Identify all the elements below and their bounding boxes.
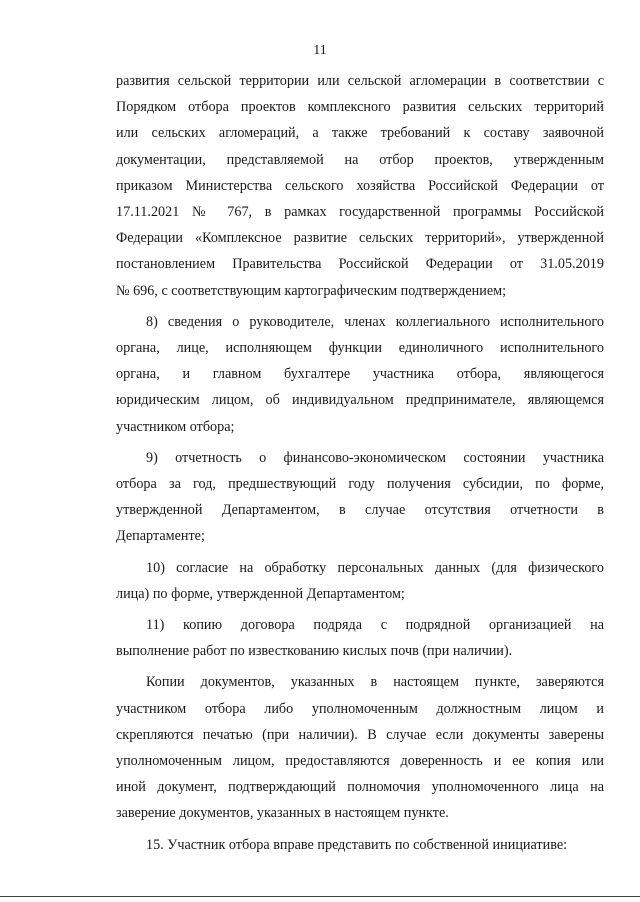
text-line: уполномоченным лицом, предоставляются доверенность и ее копия или	[116, 753, 604, 770]
text-line: отбора за год, предшествующий году получения субсидии, по форме,	[116, 476, 604, 493]
text-line: постановлением Правительства Российской Федерации от 31.05.2019	[116, 256, 604, 273]
document-body	[116, 68, 604, 858]
paragraph-copies-note	[116, 669, 604, 826]
text-line: Копии документов, указанных в настоящем пункте, заверяются	[146, 674, 604, 691]
text-line: 9) отчетность о финансово-экономическом состоянии участника	[146, 449, 604, 466]
text-line: Федерации «Комплексное развитие сельских территорий», утвержденной	[116, 230, 604, 247]
text-line: 11) копию договора подряда с подрядной организацией на	[146, 617, 604, 634]
text-line: лица) по форме, утвержденной Департаментом;	[116, 585, 405, 602]
text-line: заверение документов, указанных в настоящем пункте.	[116, 805, 449, 822]
text-line: иной документ, подтверждающий полномочия уполномоченного лица на	[116, 779, 604, 796]
bottom-divider	[0, 896, 640, 897]
text-line: юридическим лицом, об индивидуальном предпринимателе, являющемся	[116, 392, 604, 409]
text-line: 8) сведения о руководителе, членах коллегиального исполнительного	[146, 313, 604, 330]
page-number: 11	[313, 43, 327, 58]
text-line: 17.11.2021 № 767, в рамках государственной программы Российской	[116, 204, 604, 221]
text-line: утвержденной Департаментом, в случае отсутствия отчетности в	[116, 502, 604, 519]
text-line: органа, лице, исполняющем функции единоличного исполнительного	[116, 340, 604, 357]
paragraph-item-15	[116, 832, 604, 858]
paragraph-item-11	[116, 612, 604, 664]
text-line: Департаменте;	[116, 528, 205, 545]
text-line: 15. Участник отбора вправе представить по собственной инициативе:	[146, 836, 568, 853]
text-line: или сельских агломераций, а также требований к составу заявочной	[116, 125, 604, 142]
text-line: 10) согласие на обработку персональных данных (для физического	[146, 559, 604, 576]
paragraph-continuation	[116, 68, 604, 304]
text-line: Порядком отбора проектов комплексного развития сельских территорий	[116, 99, 604, 116]
text-line: органа, и главном бухгалтере участника отбора, являющегося	[116, 366, 604, 383]
text-line: скрепляются печатью (при наличии). В случае если документы заверены	[116, 726, 604, 743]
text-line: документации, представляемой на отбор проектов, утвержденным	[116, 151, 604, 168]
text-line: № 696, с соответствующим картографическим подтверждением;	[116, 282, 507, 299]
text-line: выполнение работ по известкованию кислых почв (при наличии).	[116, 643, 513, 660]
paragraph-item-8	[116, 309, 604, 440]
paragraph-item-9	[116, 445, 604, 550]
paragraph-item-10	[116, 555, 604, 607]
text-line: участником отбора либо уполномоченным должностным лицом и	[116, 700, 604, 717]
text-line: участником отбора;	[116, 418, 235, 435]
text-line: развития сельской территории или сельской агломерации в соответствии с	[116, 73, 604, 89]
text-line: приказом Министерства сельского хозяйства Российской Федерации от	[116, 177, 604, 194]
